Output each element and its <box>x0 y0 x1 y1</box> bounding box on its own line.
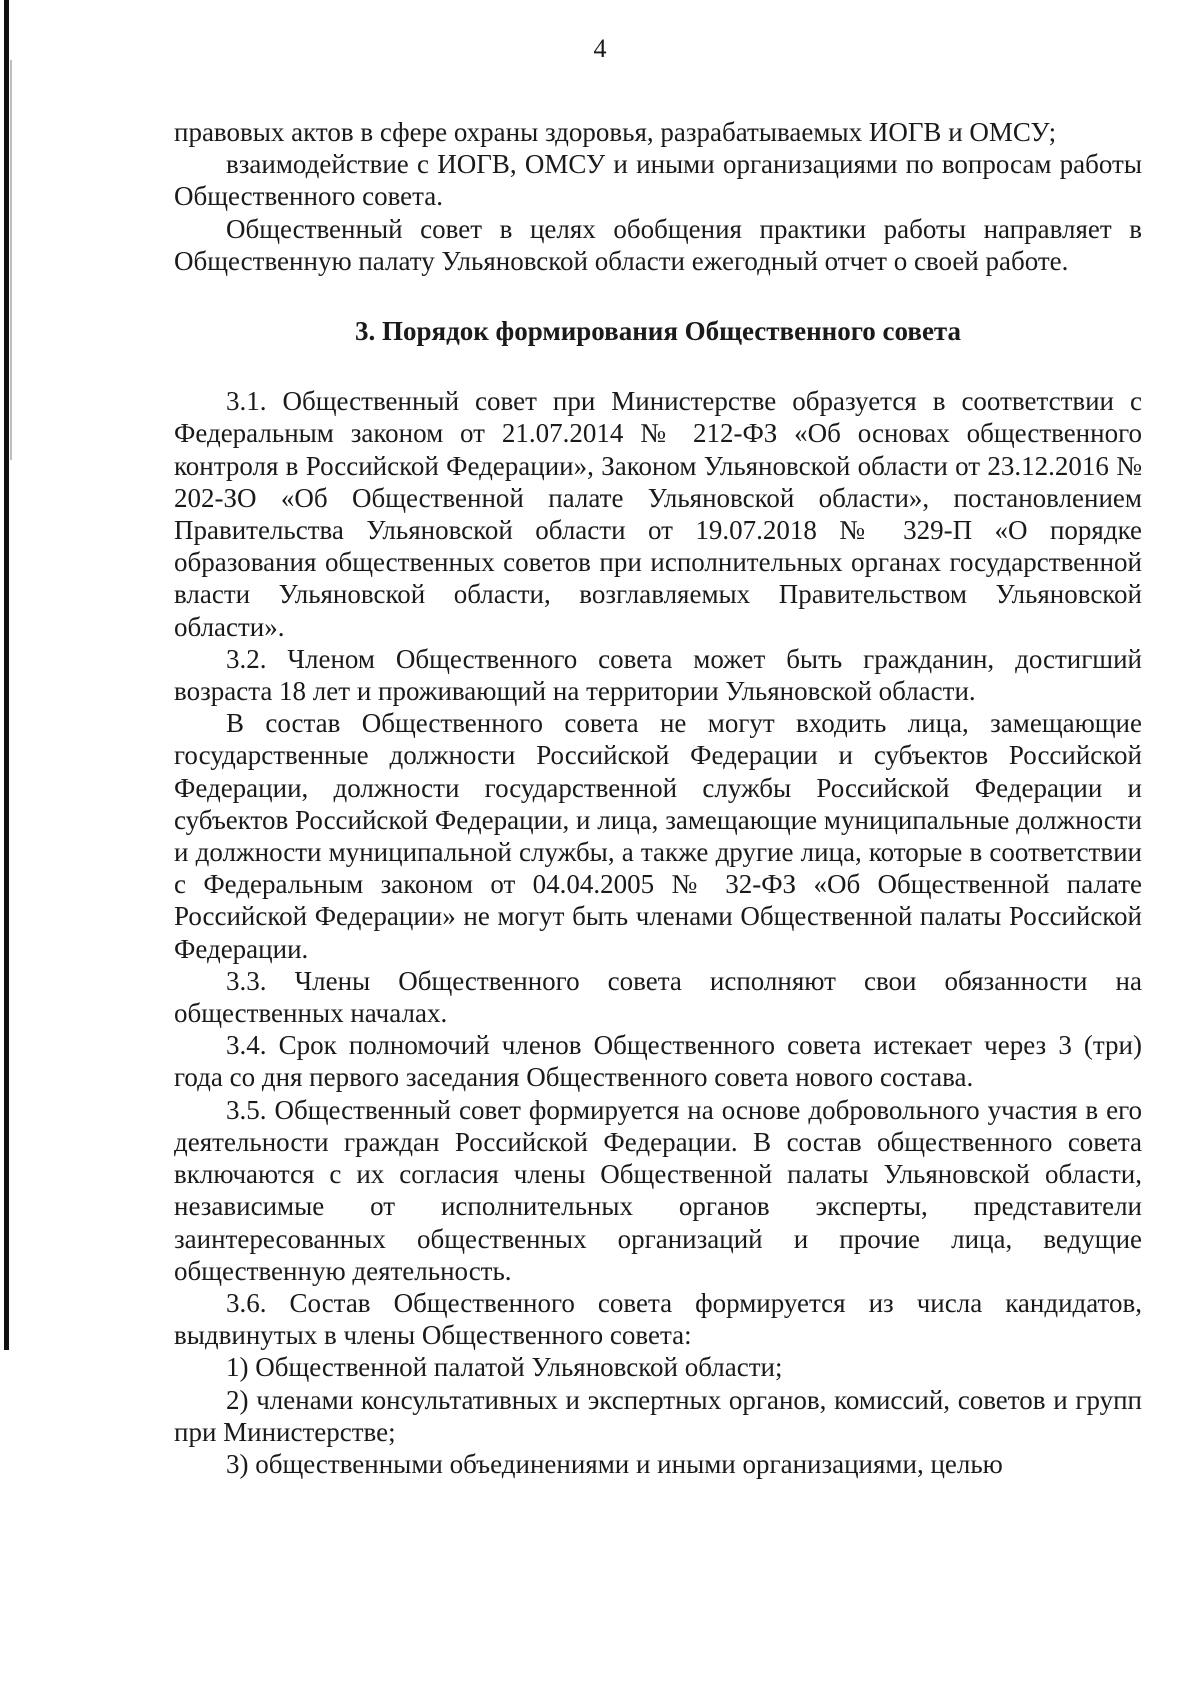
document-body <box>174 116 1142 1480</box>
paragraph-annual-report: Общественный совет в целях обобщения практики работы направляет в Общественную палату Ульяновской области ежегодный отчет о своей работе. <box>174 213 1142 276</box>
paragraph-3-6: 3.6. Состав Общественного совета формируется из числа кандидатов, выдвинутых в члены Общественного совета: <box>174 1287 1142 1351</box>
paragraph-3-1: 3.1. Общественный совет при Министерстве образуется в соответствии с Федеральным законом от 21.07.2014 № 212-ФЗ «Об основах общественного контроля в Российской Федерации», Законом Ульяновской области от 23.12.2016 № 202-ЗО «Об Общественной палате Ульяновской области», постановлением Правительства Ульяновской области от 19.07.2018 № 329-П «О порядке образования общественных советов при исполнительных органах государственной власти Ульяновской области, возглавляемых Правительством Ульяновской области». <box>174 386 1142 642</box>
paragraph-3-2: 3.2. Членом Общественного совета может быть гражданин, достигший возраста 18 лет и проживающий на территории Ульяновской области. <box>174 643 1142 707</box>
scan-edge-shadow <box>4 0 9 1350</box>
paragraph-3-3: 3.3. Члены Общественного совета исполняют свои обязанности на общественных началах. <box>174 965 1142 1029</box>
section-heading: 3. Порядок формирования Общественного совета <box>354 316 962 347</box>
page-number: 4 <box>593 34 607 63</box>
list-item-2: 2) членами консультативных и экспертных органов, комиссий, советов и групп при Министерстве; <box>174 1384 1142 1447</box>
list-item-1: 1) Общественной палатой Ульяновской области; <box>226 1352 783 1383</box>
paragraph-interaction: взаимодействие с ИОГВ, ОМСУ и иными организациями по вопросам работы Общественного совета. <box>174 149 1142 212</box>
list-item-3: 3) общественными объединениями и иными организациями, целью <box>226 1448 1003 1479</box>
paragraph-restrictions: В состав Общественного совета не могут входить лица, замещающие государственные должности Российской Федерации и субъектов Российской Федерации, должности государственной службы Российской Федерации и субъектов Российской Федерации, и лица, замещающие муниципальные должности и должности муниципальной службы, а также другие лица, которые в соответствии с Федеральным законом от 04.04.2005 № 32-ФЗ «Об Общественной палате Российской Федерации» не могут быть членами Общественной палаты Российской Федерации. <box>174 708 1142 964</box>
paragraph-3-5: 3.5. Общественный совет формируется на основе добровольного участия в его деятельности граждан Российской Федерации. В состав общественного совета включаются с их согласия члены Общественной палаты Ульяновской области, независимые от исполнительных органов эксперты, представители заинтересованных общественных организаций и прочие лица, ведущие общественную деятельность. <box>174 1094 1142 1286</box>
paragraph-continuation: правовых актов в сфере охраны здоровья, разрабатываемых ИОГВ и ОМСУ; <box>174 117 1057 147</box>
scan-edge-artifact <box>10 60 12 460</box>
paragraph-3-4: 3.4. Срок полномочий членов Общественного совета истекает через 3 (три) года со дня первого заседания Общественного совета нового состава. <box>174 1030 1142 1093</box>
